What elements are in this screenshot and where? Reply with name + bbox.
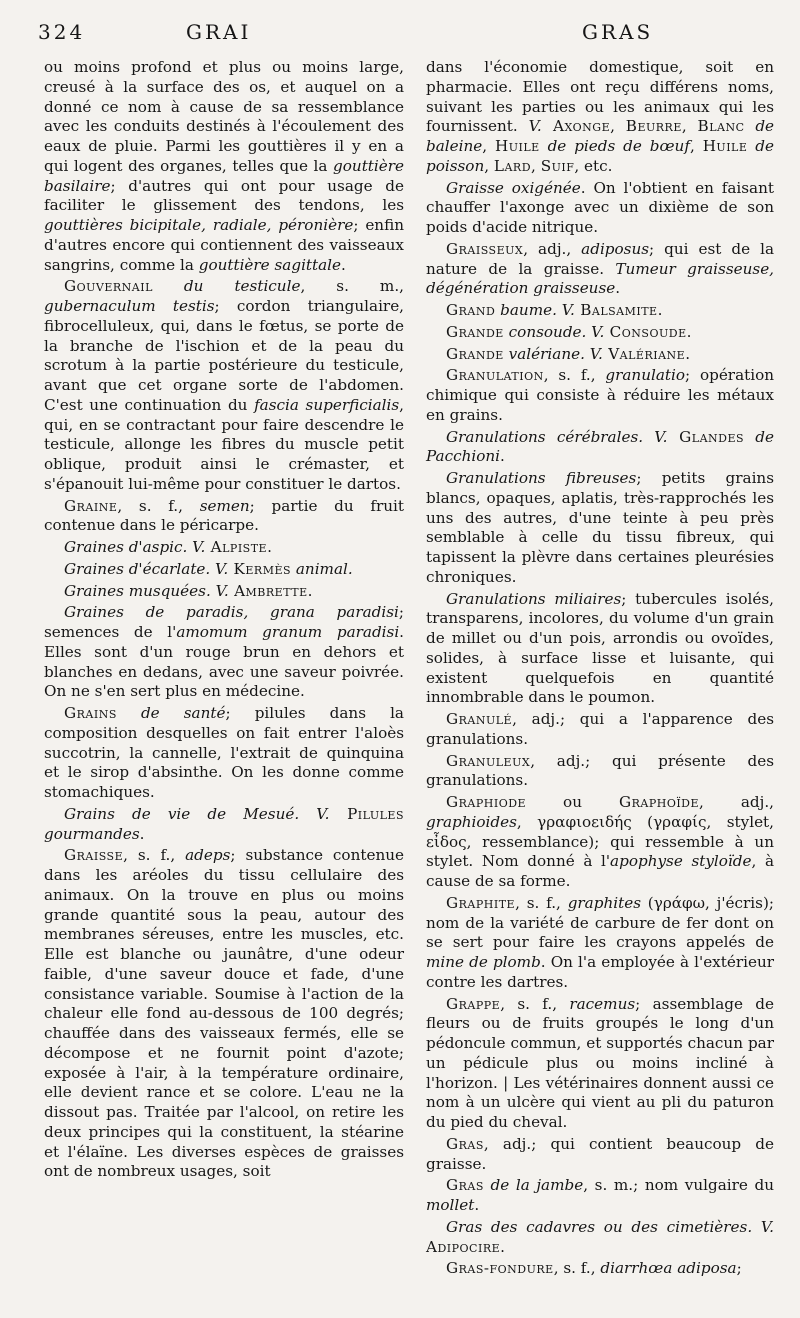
- entry-grains-vie: Grains de vie de Mesué. V. Pilules gourmandes.: [44, 804, 404, 843]
- headword: Graphiode: [446, 793, 527, 811]
- entry-gras-fondure: Gras-fondure, s. f., diarrhœa adiposa;: [446, 1259, 742, 1278]
- headword: Granulation: [446, 366, 544, 385]
- headword: Graphite: [446, 893, 516, 912]
- entry-granuleux: Granuleux, adj.; qui présente des granulations.: [426, 751, 774, 790]
- entry-gras: Gras, adj.; qui contient beaucoup de graisse.: [426, 1134, 774, 1173]
- entry-graisse: Graisse, s. f., adeps; substance contenue dans les aréoles du tissu cellulaire des animaux. On la trouve en plus ou moins grande quantité sous la peau, autour des membranes séreuses, entre les muscles, etc. Elle est blanche ou jaunâtre, d'une odeur faible, d'une saveur douce et fade, d'une consistance variable. Soumise à l'action de la chaleur elle fond au-dessous de 100 degrés; chauffée dans des vaisseaux fermés, elle se décompose et ne fournit point d'azote; exposée à l'air, à la température ordinaire, elle devient rance et se colore. L'eau ne la dissout pas. Traitée par l'alcool, on retire les deux principes qui la constituent, la stéarine et l'élaïne. Les diverses espèces de graisses ont de nombreux usages, soit: [44, 846, 404, 1181]
- entry-graines-musquees: Graines musquées. V. Ambrette.: [64, 581, 313, 600]
- entry-graphiode: Graphiode ou Graphoïde, adj., graphioides, γραφιοειδής (γραφίς, stylet, εἶδος, ressemblance); qui ressemble à un stylet. Nom donné à l'apophyse styloïde, à cause de sa forme.: [426, 793, 774, 890]
- entry-granulations-fibreuses: Granulations fibreuses; petits grains blancs, opaques, aplatis, très-rapprochés les uns des autres, d'une teinte à peu près semblable à celle du tissu fibreux, qui tapissent la plèvre dans certaines pleurésies chroniques.: [426, 469, 775, 586]
- entry-graines-paradis: Graines de paradis, grana paradisi; semences de l'amomum granum paradisi. Elles sont d'un rouge brun en dehors et blanches en dedans, avec une saveur poivrée. On ne s'en sert plus en médecine.: [44, 603, 404, 701]
- headword: Gras-fondure: [446, 1259, 554, 1278]
- entry-graphite: Graphite, s. f., graphites (γράφω, j'écris); nom de la variété de carbure de fer dont on se sert pour faire les crayons appelés de mine de plomb. On l'a employée à l'extérieur contre les dartres.: [426, 893, 774, 991]
- entry-granule: Granulé, adj.; qui a l'apparence des granulations.: [426, 710, 774, 748]
- left-running-head: GRAI: [186, 20, 252, 44]
- entry-grappe: Grappe, s. f., racemus; assemblage de fleurs ou de fruits groupés le long d'un pédoncule commun, et supportés chacun par un pédicule plus ou moins incliné à l'horizon. | Les vétérinaires donnent aussi ce nom à un ulcère qui vient au pli du paturon du pied du cheval.: [426, 994, 775, 1131]
- entry-granulations-cerebrales: Granulations cérébrales. V. Glandes de Pacchioni.: [426, 427, 774, 466]
- entry-graisseux: Graisseux, adj., adiposus; qui est de la nature de la graisse. Tumeur graisseuse, dégénération graisseuse.: [426, 239, 775, 298]
- running-header: [0, 20, 800, 54]
- headword: Gras: [446, 1176, 484, 1195]
- entry-graines-ecarlate: Graines d'écarlate. V. Kermès animal.: [64, 559, 353, 578]
- right-column: [426, 58, 774, 1279]
- page-number: 324: [38, 20, 86, 44]
- entry-graisse-oxigenee: Graisse oxigénée. On l'obtient en faisant chauffer l'axonge avec un dixième de son poids d'acide nitrique.: [426, 178, 774, 236]
- entry-grains-sante: Grains de santé; pilules dans la composition desquelles on fait entrer l'aloès succotrin, la cannelle, l'extrait de quinquina et le sirop d'absinthe. On les donne comme stomachiques.: [44, 704, 404, 801]
- left-column: [44, 58, 404, 1182]
- entry-graisse-continued: dans l'économie domestique, soit en pharmacie. Elles ont reçu différens noms, suivant les parties ou les animaux qui les fournissent. V. Axonge, Beurre, Blanc de baleine, Huile de pieds de bœuf, Huile de poisson, Lard, Suif, etc.: [426, 58, 775, 175]
- right-running-head: GRAS: [582, 20, 654, 44]
- entry-gouttiere-continued: ou moins profond et plus ou moins large, creusé à la surface des os, et auquel on a donné ce nom à cause de sa ressemblance avec les conduits destinés à l'écoulement des eaux de pluie. Parmi les gouttières il y en a qui logent des organes, telles que la gouttière basilaire; d'autres qui ont pour usage de faciliter le glissement des tendons, les gouttières bicipitale, radiale, péronière; enfin d'autres encore qui contiennent des vaisseaux sangrins, comme la gouttière sagittale.: [44, 58, 404, 274]
- headword: Graine: [64, 496, 118, 515]
- entry-gras-des-cadavres: Gras des cadavres ou des cimetières. V. Adipocire.: [426, 1217, 774, 1256]
- entry-granulations-miliaires: Granulations miliaires; tubercules isolés, transparens, incolores, du volume d'un grain de millet ou d'un pois, arrondis ou ovoïdes, solides, à surface lisse et luisante, qui existent quelquefois en quantité innombrable dans le poumon.: [426, 589, 774, 707]
- entry-granulation: Granulation, s. f., granulatio; opération chimique qui consiste à réduire les métaux en grains.: [426, 366, 775, 424]
- headword: Graisse: [64, 846, 124, 865]
- entry-graines-aspic: Graines d'aspic. V. Alpiste.: [64, 538, 273, 556]
- entry-grand-baume: Grand baume. V. Balsamite.: [446, 301, 663, 319]
- headword: Graisseux: [446, 239, 524, 258]
- entry-grande-valeriane: Grande valériane. V. Valériane.: [446, 344, 691, 363]
- entry-grande-consoude: Grande consoude. V. Consoude.: [446, 322, 692, 341]
- headword: Grappe: [446, 994, 501, 1013]
- headword: Granulé: [446, 710, 513, 728]
- entry-graine: Graine, s. f., semen; partie du fruit contenue dans le péricarpe.: [44, 496, 405, 535]
- headword: Gras: [446, 1134, 484, 1153]
- headword: Granuleux: [446, 751, 531, 770]
- headword: Grains: [64, 704, 117, 722]
- entry-gras-de-la-jambe: Gras de la jambe, s. m.; nom vulgaire du mollet.: [426, 1176, 774, 1214]
- headword: Gouvernail: [64, 277, 153, 296]
- entry-gouvernail: Gouvernail du testicule, s. m., gubernaculum testis; cordon triangulaire, fibrocelluleux, qui, dans le fœtus, se porte de la branche de l'ischion et de la peau du scrotum à la partie postérieure du testicule, avant que cet organe sorte de l'abdomen. C'est une continuation du fascia superficialis, qui, en se contractant pour faire descendre le testicule, allonge les fibres du muscle petit oblique, produit ainsi le crémaster, et s'épanouit lui-même pour constituer le dartos.: [44, 277, 405, 493]
